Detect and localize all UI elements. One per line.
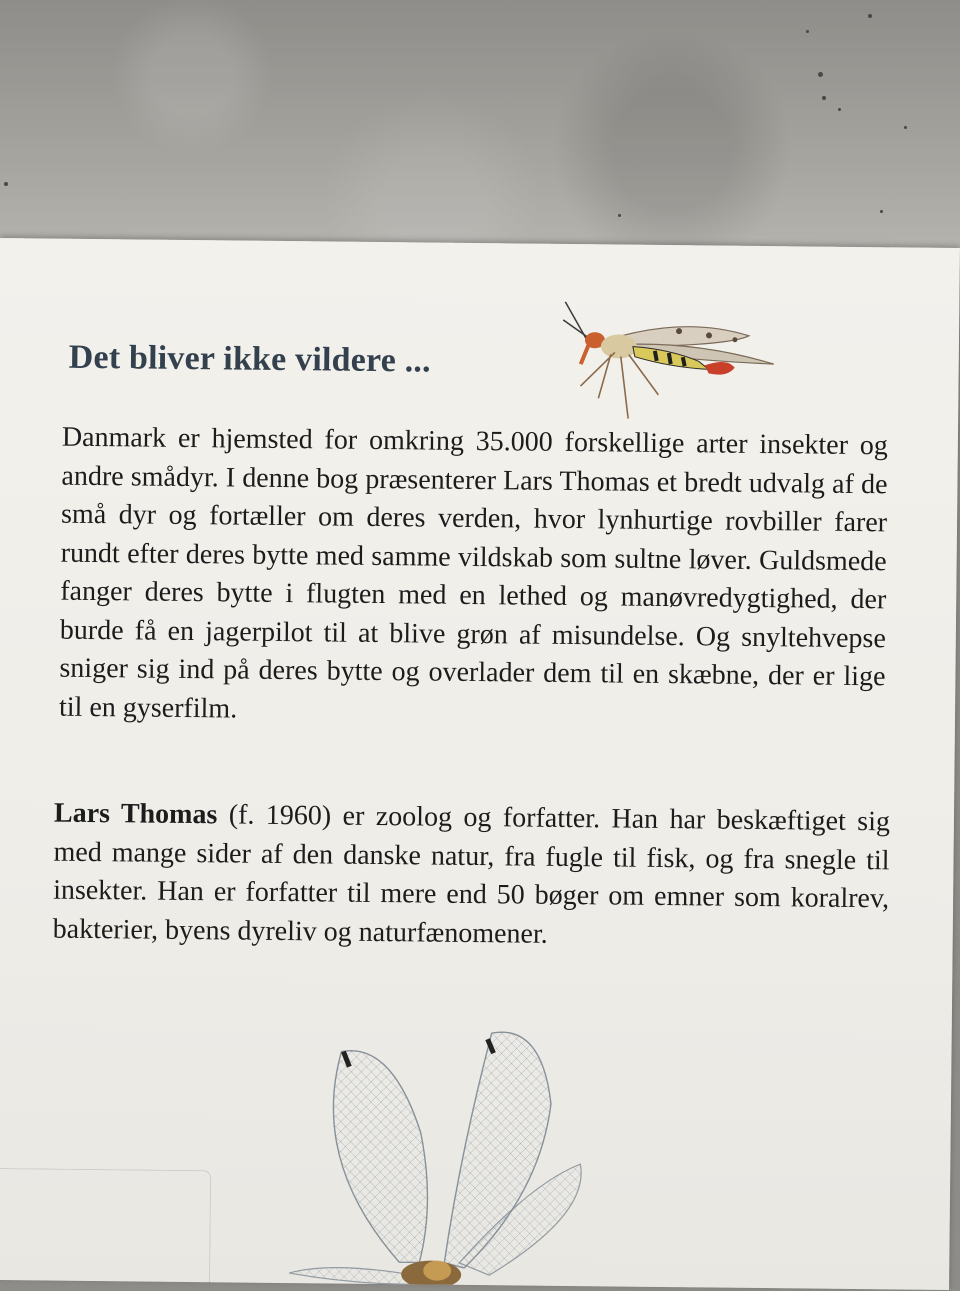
- author-bio: [53, 795, 891, 958]
- scorpionfly-icon: [558, 294, 789, 426]
- book-back-cover: [0, 238, 960, 1290]
- author-name: Lars Thomas: [53, 797, 218, 831]
- back-cover-heading: Det bliver ikke vildere ...: [68, 338, 431, 380]
- author-bio-text: (f. 1960) er zoolog og forfatter. Han har beskæftiget sig med mange sider af den danske natur, fra fugle til fisk, og fra snegle til insekter. Han er forfatter til mere end 50 bøger om emner som koralrev, bakterier, byens dyreliv og naturfænomener.: [52, 799, 891, 950]
- dragonfly-icon: [269, 1011, 612, 1287]
- concrete-surface: [0, 0, 960, 250]
- price-sticker-edge: [0, 1168, 211, 1283]
- book-description: Danmark er hjemsted for omkring 35.000 forskellige arter insekter og andre smådyr. I denne bog præsenterer Lars Thomas et bredt udvalg af de små dyr og fortæller om deres verden, hvor lynhurtige rovbiller farer rundt efter deres bytte med samme vildskab som sultne løver. Guldsmede fanger deres bytte i flugten med en lethed og manøvredygtighed, der burde få en jagerpilot til at blive grøn af misundelse. Og snyltehvepse sniger sig ind på deres bytte og overlader dem til en skæbne, der er lige til en gyserfilm.: [58, 421, 889, 725]
